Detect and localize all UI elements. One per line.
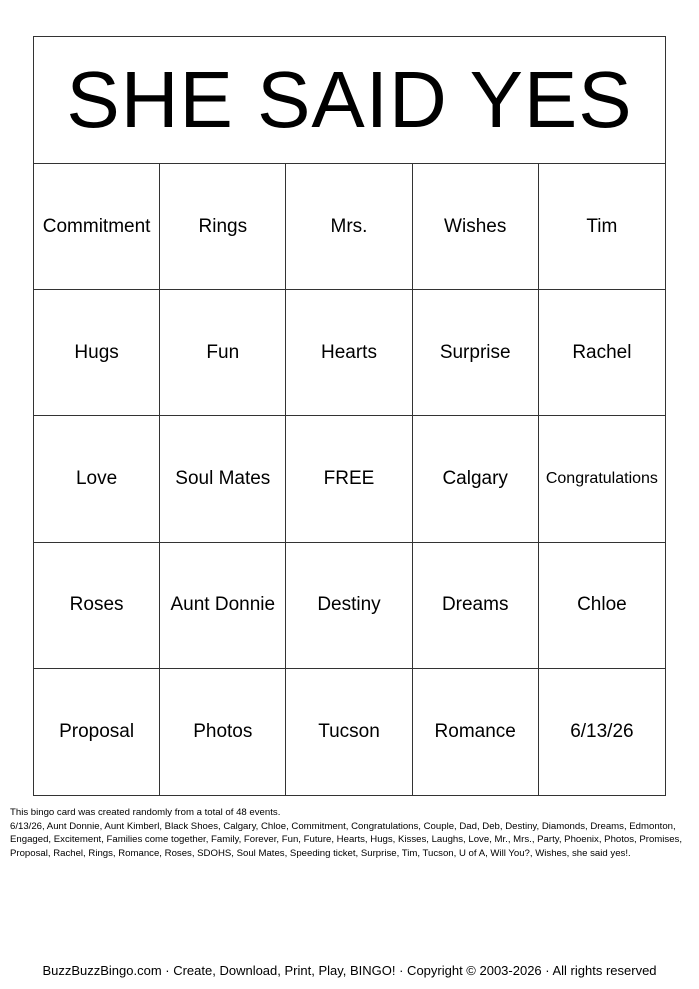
info-summary: This bingo card was created randomly from a total of 48 events. (10, 807, 281, 818)
events-list: 6/13/26, Aunt Donnie, Aunt Kimberl, Black Shoes, Calgary, Chloe, Commitment, Congratulations, Couple, Dad, Deb, Destiny, Diamonds, Dreams, Edmonton, Engaged, Excitement, Families come together, Family, Forever, Fun, Future, Hearts, Hugs, Kisses, Laughs, Love, Mr., Mrs., Party, Phoenix, Photos, Promises, Proposal, Rachel, Rings, Romance, Roses, SDOHS, Soul Mates, Speeding ticket, Surprise, Tim, Tucson, U of A, Will You?, Wishes, she said yes!. (10, 820, 683, 859)
card-title: SHE SAID YES (66, 55, 633, 144)
bingo-cell: Wishes (413, 164, 539, 290)
bingo-grid (34, 164, 665, 795)
bingo-cell: Calgary (413, 416, 539, 542)
bingo-cell: Rachel (539, 290, 665, 416)
bingo-cell: Tim (539, 164, 665, 290)
bingo-cell: Aunt Donnie (160, 543, 286, 669)
free-space-cell: FREE (286, 416, 412, 542)
bingo-cell: 6/13/26 (570, 720, 634, 742)
bingo-cell: Tucson (286, 669, 412, 795)
bingo-cell: Romance (413, 669, 539, 795)
card-info (10, 806, 690, 860)
bingo-cell: Roses (34, 543, 160, 669)
footer-copyright: BuzzBuzzBingo.com · Create, Download, Print, Play, BINGO! · Copyright © 2003-2026 · All rights reserved (42, 963, 657, 978)
bingo-cell: Love (34, 416, 160, 542)
bingo-cell: Fun (160, 290, 286, 416)
bingo-cell: Soul Mates (160, 416, 286, 542)
bingo-cell: Dreams (413, 543, 539, 669)
bingo-cell: Proposal (34, 669, 160, 795)
bingo-card (33, 36, 666, 796)
bingo-cell: Surprise (413, 290, 539, 416)
bingo-cell: Destiny (286, 543, 412, 669)
bingo-cell: Congratulations (539, 416, 665, 542)
bingo-cell: Mrs. (286, 164, 412, 290)
bingo-cell: Rings (160, 164, 286, 290)
bingo-cell: Hearts (286, 290, 412, 416)
bingo-cell: Photos (160, 669, 286, 795)
bingo-cell: Commitment (34, 164, 160, 290)
title-row (34, 37, 665, 164)
bingo-cell: Chloe (539, 543, 665, 669)
bingo-cell: Hugs (34, 290, 160, 416)
